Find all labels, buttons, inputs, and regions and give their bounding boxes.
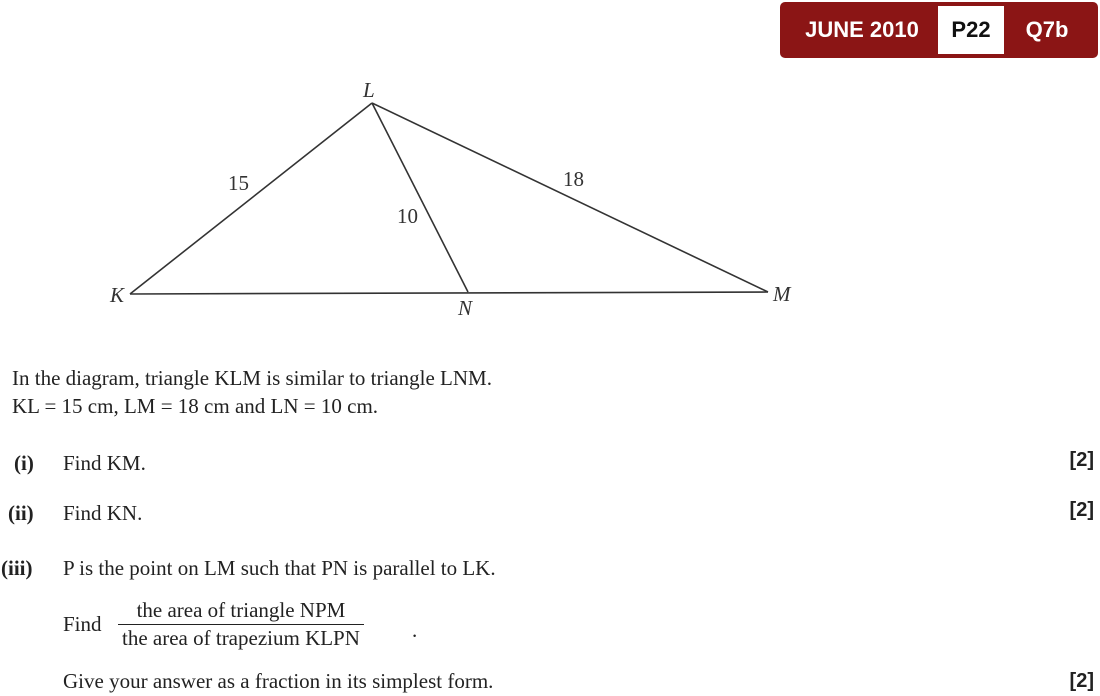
triangle-diagram xyxy=(0,70,820,320)
part-ii-label: (ii) xyxy=(8,501,34,525)
area-ratio-fraction xyxy=(118,598,364,651)
intro-line-2: KL = 15 cm, LM = 18 cm and LN = 10 cm. xyxy=(12,394,379,418)
part-iii-label: (iii) xyxy=(1,556,33,580)
vertex-label-k: K xyxy=(110,283,125,307)
length-label-lm: 18 xyxy=(563,167,584,191)
find-label: Find xyxy=(63,612,102,636)
part-ii-marks: [2] xyxy=(1069,499,1094,521)
part-iii-instruction: Give your answer as a fraction in its simplest form. xyxy=(63,669,494,693)
fraction-period: . xyxy=(412,618,418,642)
intro-line-1: In the diagram, triangle KLM is similar to triangle LNM. xyxy=(12,366,492,390)
question-number-label: Q7b xyxy=(1025,17,1069,42)
part-iii-text: P is the point on LM such that PN is parallel to LK. xyxy=(63,556,496,580)
question-reference-badge xyxy=(780,2,1098,58)
part-i-label: (i) xyxy=(14,451,34,475)
vertex-label-m: M xyxy=(773,282,791,306)
segment-ln xyxy=(372,103,468,292)
fraction-denominator: the area of trapezium KLPN xyxy=(122,626,360,650)
paper-code-label: P22 xyxy=(938,6,1004,54)
part-i-marks: [2] xyxy=(1069,449,1094,471)
part-ii-text: Find KN. xyxy=(63,501,143,525)
fraction-numerator: the area of triangle NPM xyxy=(118,598,364,625)
side-km xyxy=(130,292,768,294)
length-label-ln: 10 xyxy=(397,204,418,228)
vertex-label-l: L xyxy=(363,78,375,102)
part-i-text: Find KM. xyxy=(63,451,146,475)
part-iii-marks: [2] xyxy=(1069,670,1094,692)
side-kl xyxy=(130,103,372,294)
length-label-kl: 15 xyxy=(228,171,249,195)
exam-date-label: JUNE 2010 xyxy=(805,17,919,42)
side-lm xyxy=(372,103,768,292)
vertex-label-n: N xyxy=(458,296,473,320)
